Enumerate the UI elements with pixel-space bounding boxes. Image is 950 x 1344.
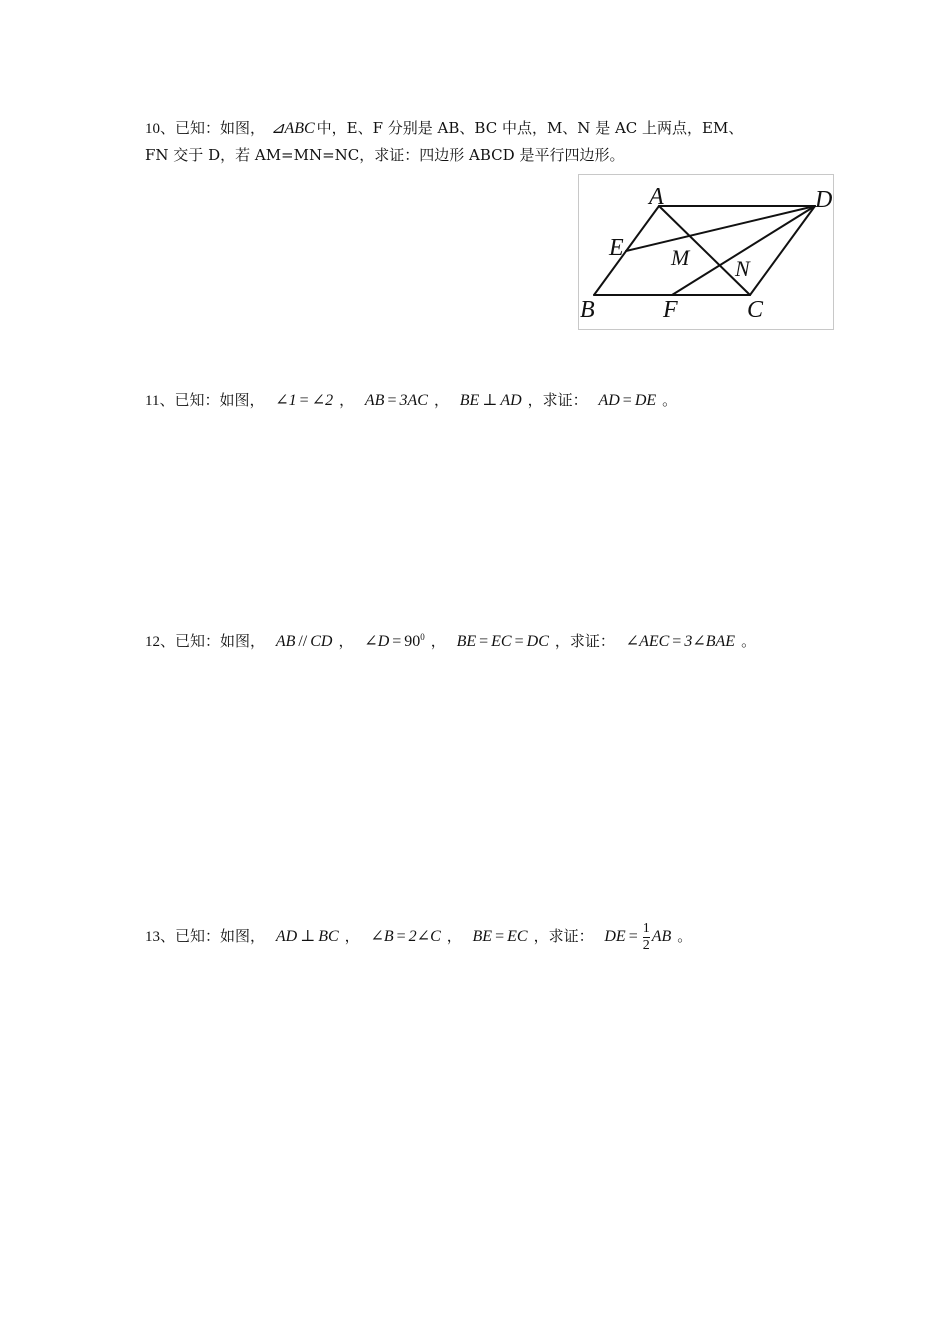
- equals-sign: =: [495, 928, 505, 946]
- problem-text: ，求证：: [554, 632, 615, 650]
- math-term: DE: [604, 928, 626, 946]
- geometry-diagram: [579, 175, 833, 329]
- problem-10: [145, 115, 743, 168]
- math-expression: [473, 928, 528, 945]
- equals-sign: =: [628, 928, 638, 946]
- math-expression: ⊿ABC: [271, 120, 315, 137]
- math-term: BE: [456, 633, 477, 650]
- math-term: ∠1: [275, 392, 297, 409]
- math-term: AB: [275, 633, 296, 650]
- math-term: AD: [275, 928, 298, 946]
- label-c: C: [747, 297, 764, 323]
- problem-10-line-1: [145, 115, 743, 142]
- math-term: EC: [507, 928, 528, 946]
- label-m: M: [671, 245, 690, 270]
- math-term: DC: [526, 633, 549, 650]
- problem-number: 13: [145, 929, 160, 946]
- math-expression: [460, 392, 522, 409]
- label-b: B: [580, 297, 595, 323]
- separator: 、: [159, 391, 175, 409]
- math-term: ∠B: [370, 928, 394, 946]
- math-term: DE: [634, 392, 657, 409]
- equals-sign: =: [299, 392, 309, 409]
- segment-fd: [672, 206, 815, 295]
- problem-number: 10: [145, 121, 160, 137]
- equals-sign: =: [672, 633, 682, 650]
- fraction-one-half: [643, 921, 650, 954]
- equals-sign: =: [479, 633, 489, 650]
- problem-text: 已知：如图，: [175, 119, 266, 137]
- math-expression: [598, 392, 656, 409]
- equals-sign: =: [514, 633, 524, 650]
- math-expression: [275, 392, 333, 409]
- math-term: AB: [364, 392, 385, 409]
- equals-sign: =: [392, 633, 402, 650]
- problem-text: 中，E、F 分别是 AB、BC 中点，M、N 是 AC 上两点，EM、: [316, 119, 744, 137]
- math-expression: [276, 928, 339, 945]
- label-n: N: [735, 256, 750, 281]
- parallel-sign: //: [298, 633, 308, 650]
- math-term: BC: [318, 928, 339, 946]
- fraction-numerator: 1: [642, 921, 650, 936]
- math-term: 3AC: [399, 392, 428, 409]
- problem-text: 已知：如图，: [175, 927, 266, 946]
- problem-number: 12: [145, 634, 160, 650]
- label-d: D: [815, 187, 833, 213]
- math-expression: [365, 392, 428, 409]
- problem-10-line-2: FN 交于 D，若 AM=MN=NC，求证：四边形 ABCD 是平行四边形。: [145, 146, 625, 164]
- math-term: BE: [459, 392, 480, 409]
- label-e: E: [609, 235, 624, 261]
- problem-number: 11: [145, 393, 160, 409]
- parallelogram-figure: [578, 174, 834, 330]
- math-term: 90: [404, 633, 421, 650]
- punctuation: ，: [338, 632, 354, 650]
- separator: 、: [160, 927, 176, 946]
- math-term: ∠AEC: [625, 633, 670, 650]
- math-term: AB: [651, 928, 672, 946]
- punctuation: ，: [433, 391, 449, 409]
- math-term: BE: [472, 928, 493, 946]
- math-expression: [370, 928, 440, 945]
- math-expression: [604, 921, 672, 953]
- separator: 、: [160, 632, 176, 650]
- math-expression: [276, 633, 333, 650]
- punctuation: 。: [741, 632, 757, 650]
- equals-sign: =: [387, 392, 397, 409]
- math-term: ∠D: [364, 633, 390, 650]
- punctuation: ，: [446, 927, 462, 946]
- separator: 、: [160, 119, 176, 137]
- math-term: 3∠BAE: [684, 633, 736, 650]
- problem-text: ，求证：: [527, 391, 588, 409]
- punctuation: 。: [677, 927, 693, 946]
- problem-12: [145, 624, 756, 655]
- equals-sign: =: [622, 392, 632, 409]
- math-term: AD: [500, 392, 522, 409]
- math-term: 2∠C: [408, 928, 441, 946]
- equals-sign: =: [396, 928, 406, 946]
- degree-superscript: 0: [420, 632, 425, 642]
- problem-11: [145, 387, 677, 414]
- math-term: ∠2: [311, 392, 334, 409]
- math-expression: [364, 633, 425, 650]
- problem-text: 已知：如图，: [175, 632, 266, 650]
- perpendicular-sign: ⊥: [300, 928, 316, 946]
- math-expression: [457, 633, 549, 650]
- math-term: EC: [491, 633, 512, 650]
- math-term: AD: [598, 392, 620, 409]
- math-expression: [626, 633, 735, 650]
- punctuation: ，: [344, 927, 360, 946]
- perpendicular-sign: ⊥: [482, 392, 498, 409]
- problem-text: 已知：如图，: [174, 391, 265, 409]
- problem-13: [145, 921, 692, 954]
- punctuation: 。: [662, 391, 678, 409]
- fraction-denominator: 2: [642, 938, 650, 953]
- math-term: CD: [310, 633, 333, 650]
- punctuation: ，: [430, 632, 446, 650]
- label-a: A: [649, 184, 664, 210]
- problem-text: ，求证：: [533, 927, 594, 946]
- label-f: F: [663, 297, 678, 323]
- punctuation: ，: [339, 391, 355, 409]
